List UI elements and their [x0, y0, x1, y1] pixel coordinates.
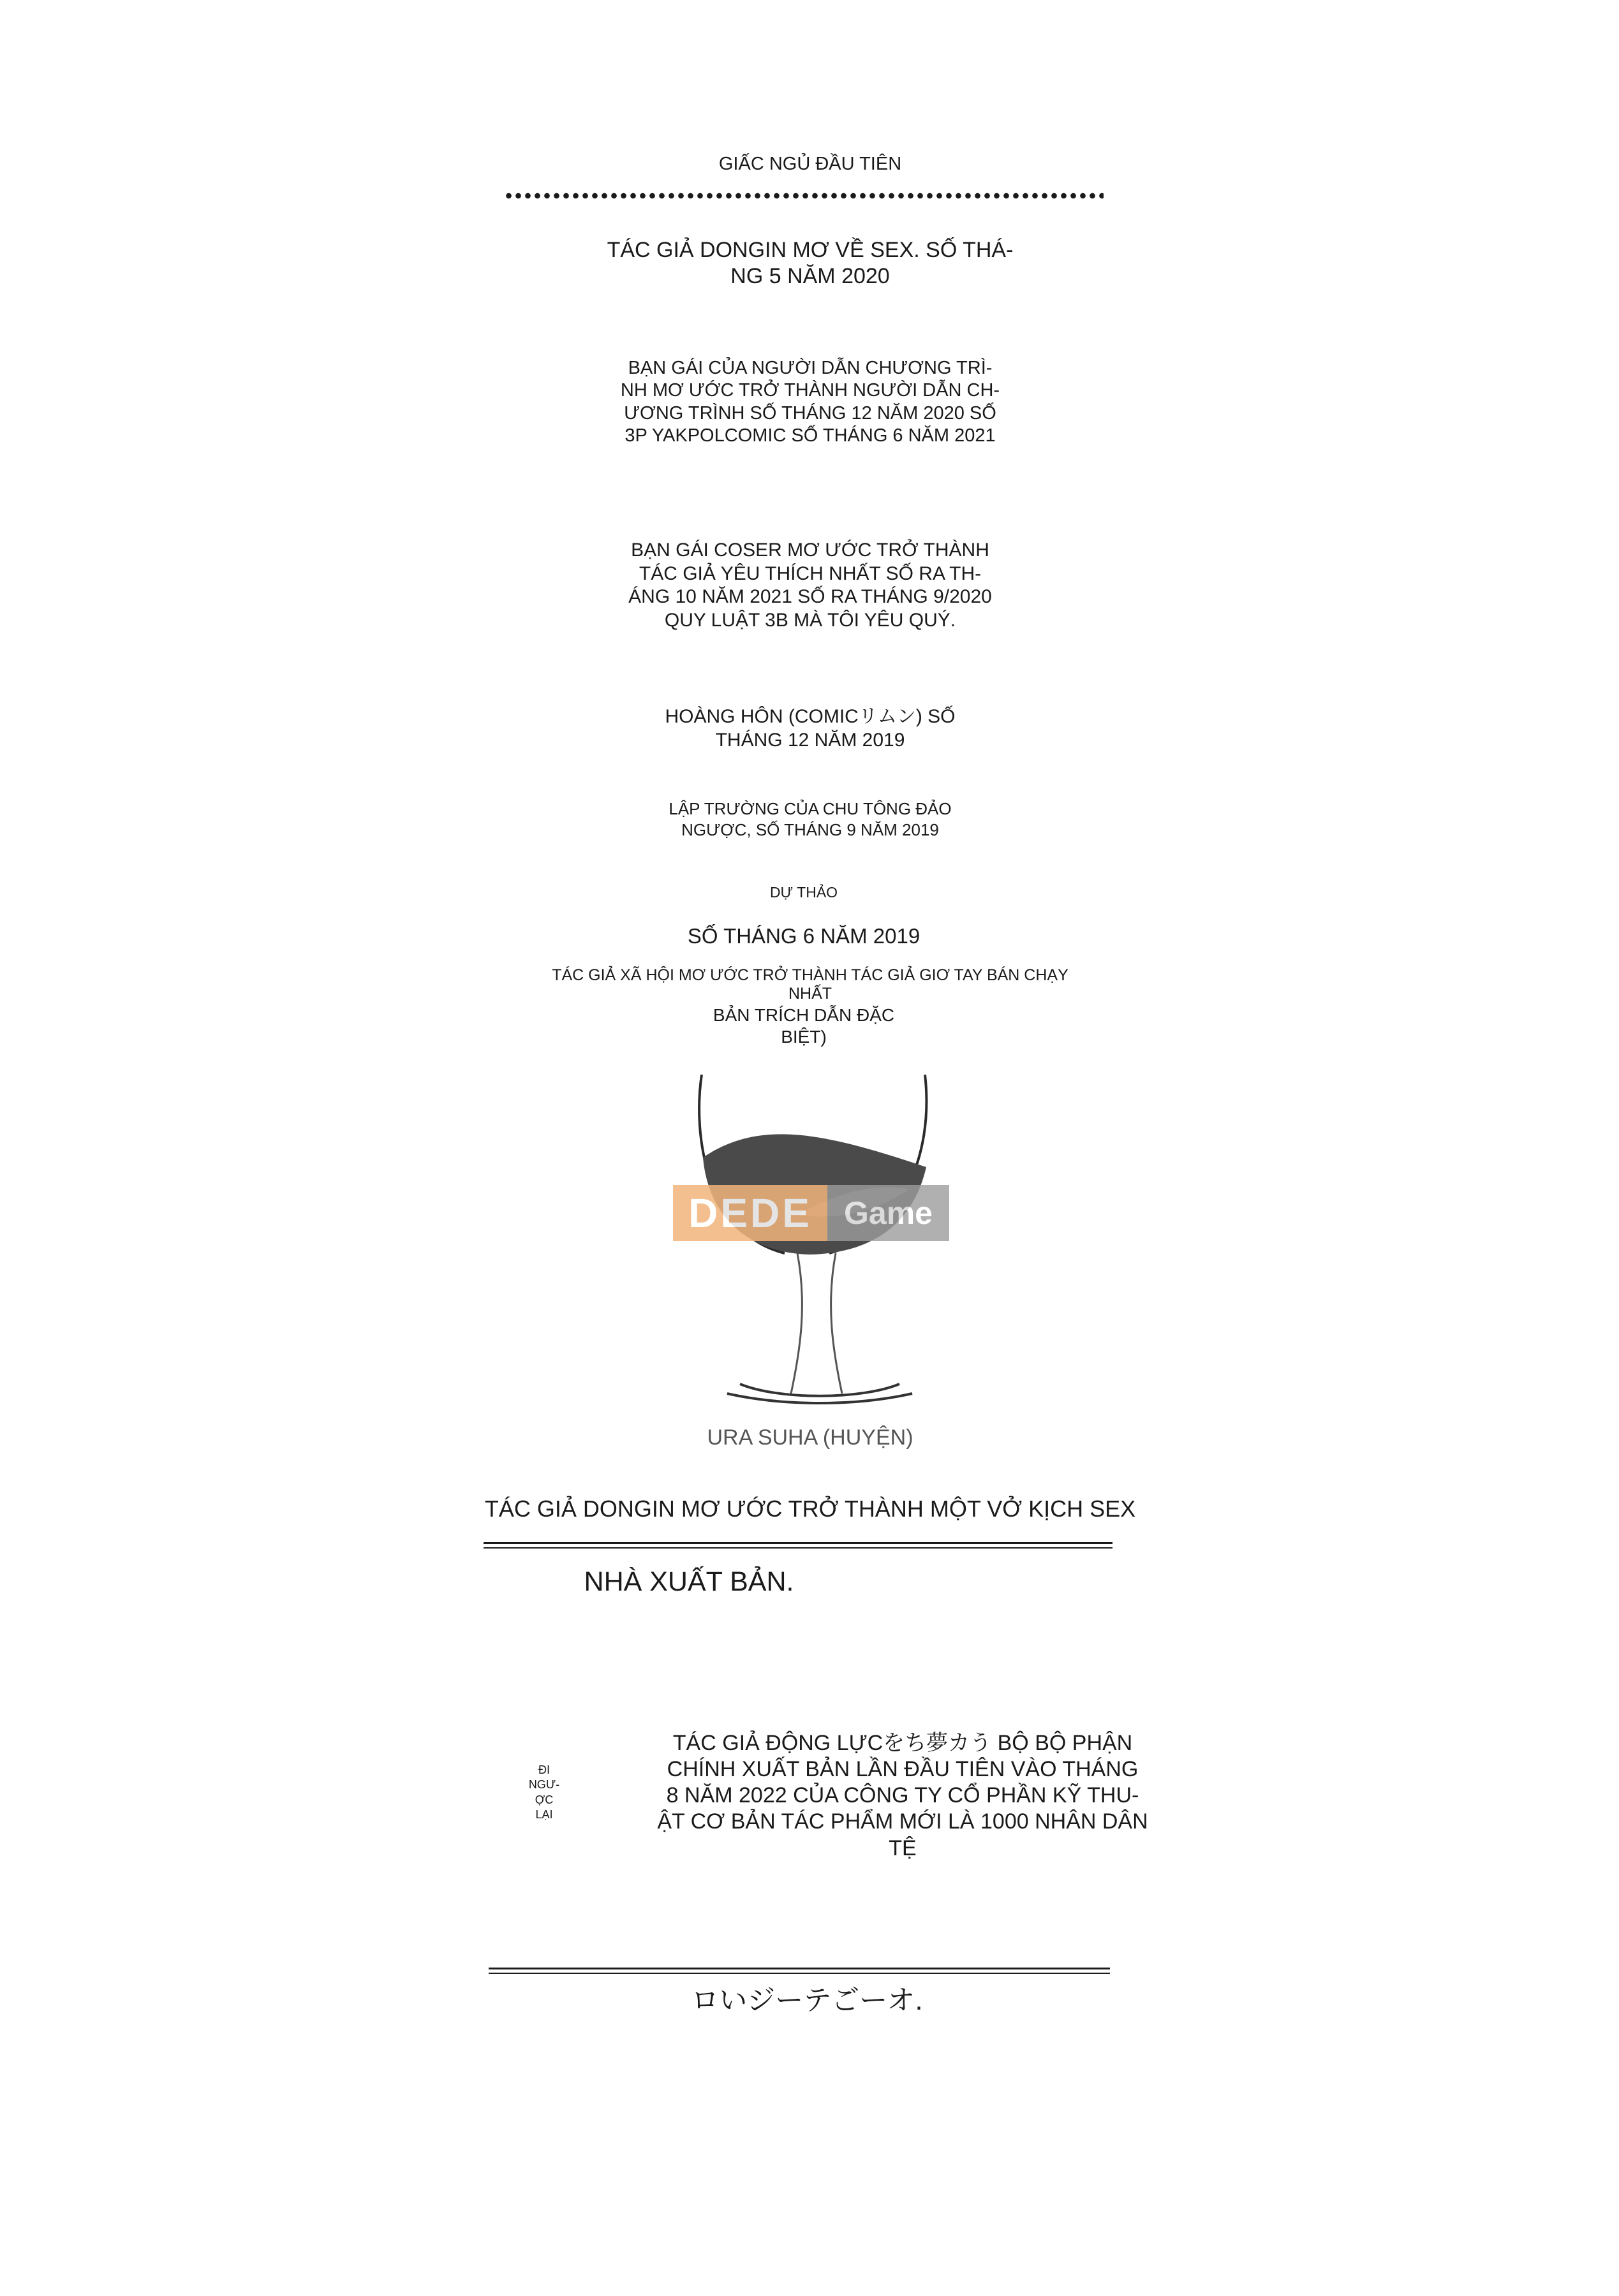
- book-title: TÁC GIẢ DONGIN MƠ ƯỚC TRỞ THÀNH MỘT VỞ KỊCH SEX: [484, 1496, 1136, 1522]
- work-entry-2: BẠN GÁI CỦA NGƯỜI DẪN CHƯƠNG TRÌ- NH MƠ ƯỚC TRỞ THÀNH NGƯỜI DẪN CH- ƯƠNG TRÌNH SỐ THÁNG 12 NĂM 2020 SỐ 3P YAKPOLCOMIC SỐ THÁNG 6 NĂM 2021: [620, 358, 1000, 446]
- footer-text: ロいジーテごーオ.: [691, 1985, 923, 2016]
- side-note: ĐI NGƯ- ỢC LẠI: [528, 1763, 560, 1821]
- work-entry-9: BẢN TRÍCH DẪN ĐẶC BIỆT): [713, 1005, 895, 1047]
- watermark-logo: DEDE: [673, 1185, 827, 1241]
- glass-base: [727, 1384, 912, 1403]
- publisher-divider: [489, 1968, 1110, 1969]
- work-entry-4: HOÀNG HÔN (COMICリムン) SỐ THÁNG 12 NĂM 2019: [665, 706, 956, 751]
- watermark-suffix: Game: [827, 1185, 949, 1241]
- work-entry-3: BẠN GÁI COSER MƠ ƯỚC TRỞ THÀNH TÁC GIẢ YÊU THÍCH NHẤT SỐ RA TH- ÁNG 10 NĂM 2021 SỐ RA THÁNG 9/2020 QUY LUẬT 3B MÀ TÔI YÊU QUÝ.: [628, 540, 992, 631]
- author-name: URA SUHA (HUYỆN): [707, 1425, 913, 1450]
- watermark: [673, 1185, 949, 1241]
- page-title: GIẤC NGỦ ĐẦU TIÊN: [718, 154, 902, 174]
- work-entry-6: DỰ THẢO: [769, 884, 838, 901]
- work-entry-7: SỐ THÁNG 6 NĂM 2019: [687, 924, 920, 948]
- title-divider: [484, 1542, 1113, 1544]
- glass-stem: [791, 1253, 842, 1394]
- work-entry-8: TÁC GIẢ XÃ HỘI MƠ ƯỚC TRỞ THÀNH TÁC GIẢ GIƠ TAY BÁN CHẠY NHẤT: [552, 966, 1068, 1003]
- dotted-divider: [504, 191, 1104, 200]
- work-entry-5: LẬP TRƯỜNG CỦA CHU TÔNG ĐẢO NGƯỢC, SỐ THÁNG 9 NĂM 2019: [669, 799, 952, 839]
- publisher-label: NHÀ XUẤT BẢN.: [584, 1566, 794, 1597]
- publication-info: TÁC GIẢ ĐỘNG LỰCをち夢カう BỘ BỘ PHẬN CHÍNH XUẤT BẢN LẦN ĐẦU TIÊN VÀO THÁNG 8 NĂM 2022 CỦA CÔNG TY CỔ PHẦN KỸ THU- ẬT CƠ BẢN TÁC PHẨM MỚI LÀ 1000 NHÂN DÂN TỆ: [657, 1731, 1148, 1860]
- work-entry-1: TÁC GIẢ DONGIN MƠ VỀ SEX. SỐ THÁ- NG 5 NĂM 2020: [607, 238, 1014, 289]
